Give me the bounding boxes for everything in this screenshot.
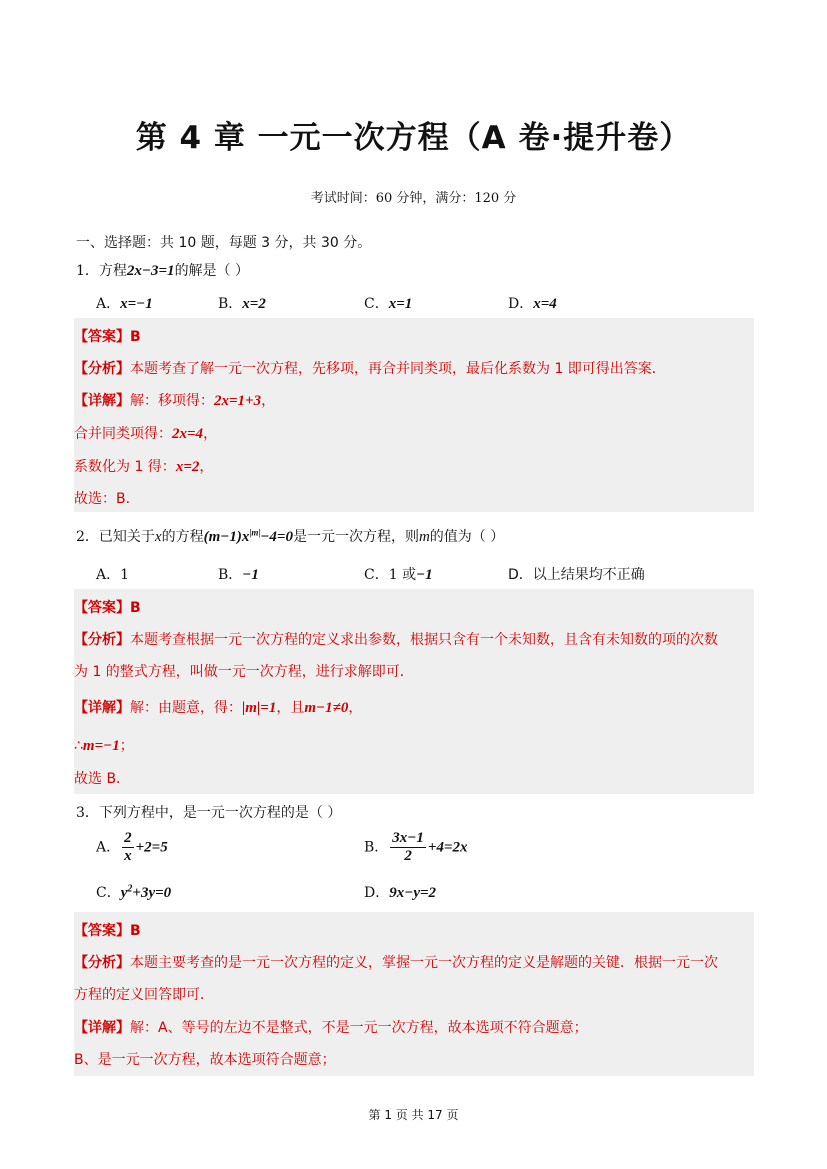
q3-detail-line-2: B、是一元一次方程，故本选项符合题意；	[74, 1052, 336, 1068]
q3-answer-box	[74, 912, 754, 1076]
q1-detail-line-4: 故选：B．	[74, 491, 140, 507]
page-title: 第 4 章 一元一次方程（A 卷·提升卷）	[135, 120, 692, 156]
q3-option-d: D．9x−y=2	[364, 885, 437, 901]
page-number: 第 1 页 共 17 页	[368, 1108, 459, 1122]
q1-option-a: A．x=−1	[96, 296, 153, 312]
q2-analysis-line-1: 【分析】本题考查根据一元一次方程的定义求出参数，根据只含有一个未知数，且含有未知数的项的次数	[74, 632, 718, 648]
q1-detail-line-1: 【详解】解：移项得：2x=1+3，	[74, 393, 276, 409]
q1-detail-line-3: 系数化为 1 得：x=2，	[74, 459, 214, 475]
q1-answer-box	[74, 318, 754, 512]
q2-option-a: A．1	[96, 567, 130, 583]
q3-answer: 【答案】B	[74, 923, 141, 939]
q3-analysis-line-2: 方程的定义回答即可．	[74, 987, 214, 1003]
question-3-stem: 3．下列方程中，是一元一次方程的是（ ）	[76, 805, 342, 821]
question-1-stem: 1．方程2x−3=1的解是（ ）	[76, 263, 250, 279]
q1-analysis: 【分析】本题考查了解一元一次方程，先移项，再合并同类项，最后化系数为 1 即可得出答案．	[74, 361, 666, 377]
q2-detail-line-3: 故选 B．	[74, 771, 131, 787]
q2-detail-line-2: ∴m=−1；	[74, 738, 134, 754]
q3-option-a: A． $\frac{2}{x}$ +2=5	[96, 830, 168, 864]
q3-option-c: C．$y^2+3y=0$	[96, 883, 172, 901]
q2-analysis-line-2: 为 1 的整式方程，叫做一元一次方程，进行求解即可．	[74, 664, 414, 680]
q1-detail-line-2: 合并同类项得：2x=4，	[74, 426, 218, 442]
q1-answer: 【答案】B	[74, 329, 141, 345]
q3-option-b: B． $\frac{3x-1}{2}$ +4=2x	[364, 830, 468, 864]
q2-detail-line-1: 【详解】解：由题意，得：|m|=1，且m−1≠0，	[74, 700, 363, 716]
q1-option-d: D．x=4	[508, 296, 557, 312]
q2-option-b: B．−1	[218, 567, 259, 583]
q2-option-c: C．1 或−1	[364, 567, 433, 583]
q1-option-c: C．x=1	[364, 296, 413, 312]
exam-info: 考试时间：60 分钟，满分：120 分	[310, 191, 517, 206]
q2-answer: 【答案】B	[74, 600, 141, 616]
question-2-stem: 2．已知关于x的方程$(m-1)x^{|m|}-4=0$是一元一次方程，则m的值为（ ）	[76, 527, 505, 545]
q3-detail-line-1: 【详解】解：A、等号的左边不是整式，不是一元一次方程，故本选项不符合题意；	[74, 1020, 588, 1036]
section-heading: 一、选择题：共 10 题，每题 3 分，共 30 分。	[76, 235, 372, 251]
q2-option-d: D．以上结果均不正确	[508, 567, 645, 583]
q1-option-b: B．x=2	[218, 296, 266, 312]
q2-answer-box	[74, 589, 754, 794]
q3-analysis-line-1: 【分析】本题主要考查的是一元一次方程的定义，掌握一元一次方程的定义是解题的关键．根据一元一次	[74, 955, 718, 971]
